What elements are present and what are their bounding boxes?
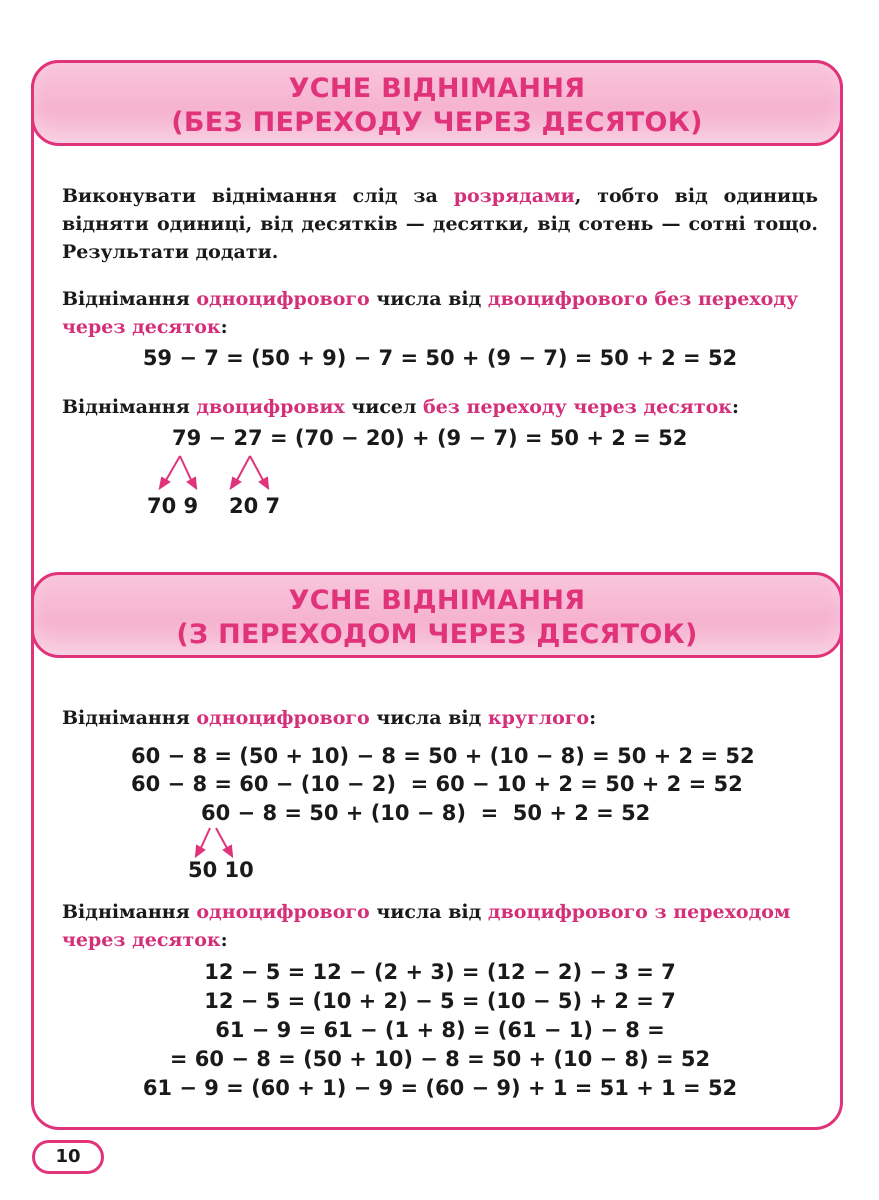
page-number: 10 xyxy=(32,1140,104,1174)
section-subtitle: (БЕЗ ПЕРЕХОДУ ЧЕРЕЗ ДЕСЯТОК) xyxy=(171,107,703,138)
equation: 12 − 5 = 12 − (2 + 3) = (12 − 2) − 3 = 7 xyxy=(204,960,676,984)
section-banner-no-carry xyxy=(31,60,843,146)
rule-one-digit-from-two-digit-carry: Віднімання одноцифрового числа від двоцифрового з переходом через десяток: xyxy=(62,901,791,951)
highlight-digits: розрядами xyxy=(453,185,575,207)
equation: 60 − 8 = 50 + (10 − 8) = 50 + 2 = 52 xyxy=(201,801,651,825)
equation: 61 − 9 = 61 − (1 + 8) = (61 − 1) − 8 = xyxy=(215,1018,665,1042)
equation: 79 − 27 = (70 − 20) + (9 − 7) = 50 + 2 = 52 xyxy=(172,426,688,450)
rule-one-digit-from-round: Віднімання одноцифрового числа від круглого: xyxy=(62,707,597,729)
split-digits: 50 10 xyxy=(188,858,254,882)
split-digits: 20 7 xyxy=(229,494,281,518)
intro-paragraph: Виконувати віднімання слід за розрядами, тобто від одиниць відняти одиниці, від десятків — десятки, від сотень — сотні тощо. Результати додати. xyxy=(62,185,818,263)
section-title: УСНЕ ВІДНІМАННЯ xyxy=(288,585,586,616)
equation: 60 − 8 = (50 + 10) − 8 = 50 + (10 − 8) = 50 + 2 = 52 xyxy=(131,744,755,768)
split-arrows xyxy=(180,826,260,860)
section-title: УСНЕ ВІДНІМАННЯ xyxy=(288,73,586,104)
rule-one-digit-from-two-digit: Віднімання одноцифрового числа від двоцифрового без переходу через десяток: xyxy=(62,288,799,338)
equation: = 60 − 8 = (50 + 10) − 8 = 50 + (10 − 8) = 52 xyxy=(169,1047,711,1071)
rule-two-digit-numbers: Віднімання двоцифрових чисел без переходу через десяток: xyxy=(62,396,740,418)
section-banner-with-carry xyxy=(31,572,843,658)
split-digits: 70 9 xyxy=(147,494,199,518)
section-subtitle: (З ПЕРЕХОДОМ ЧЕРЕЗ ДЕСЯТОК) xyxy=(176,619,698,650)
equation: 61 − 9 = (60 + 1) − 9 = (60 − 9) + 1 = 51 + 1 = 52 xyxy=(142,1076,738,1100)
equation: 60 − 8 = 60 − (10 − 2) = 60 − 10 + 2 = 50 + 2 = 52 xyxy=(131,772,743,796)
equation: 59 − 7 = (50 + 9) − 7 = 50 + (9 − 7) = 50 + 2 = 52 xyxy=(142,346,738,370)
split-arrows xyxy=(140,452,300,492)
equation: 12 − 5 = (10 + 2) − 5 = (10 − 5) + 2 = 7 xyxy=(204,989,676,1013)
